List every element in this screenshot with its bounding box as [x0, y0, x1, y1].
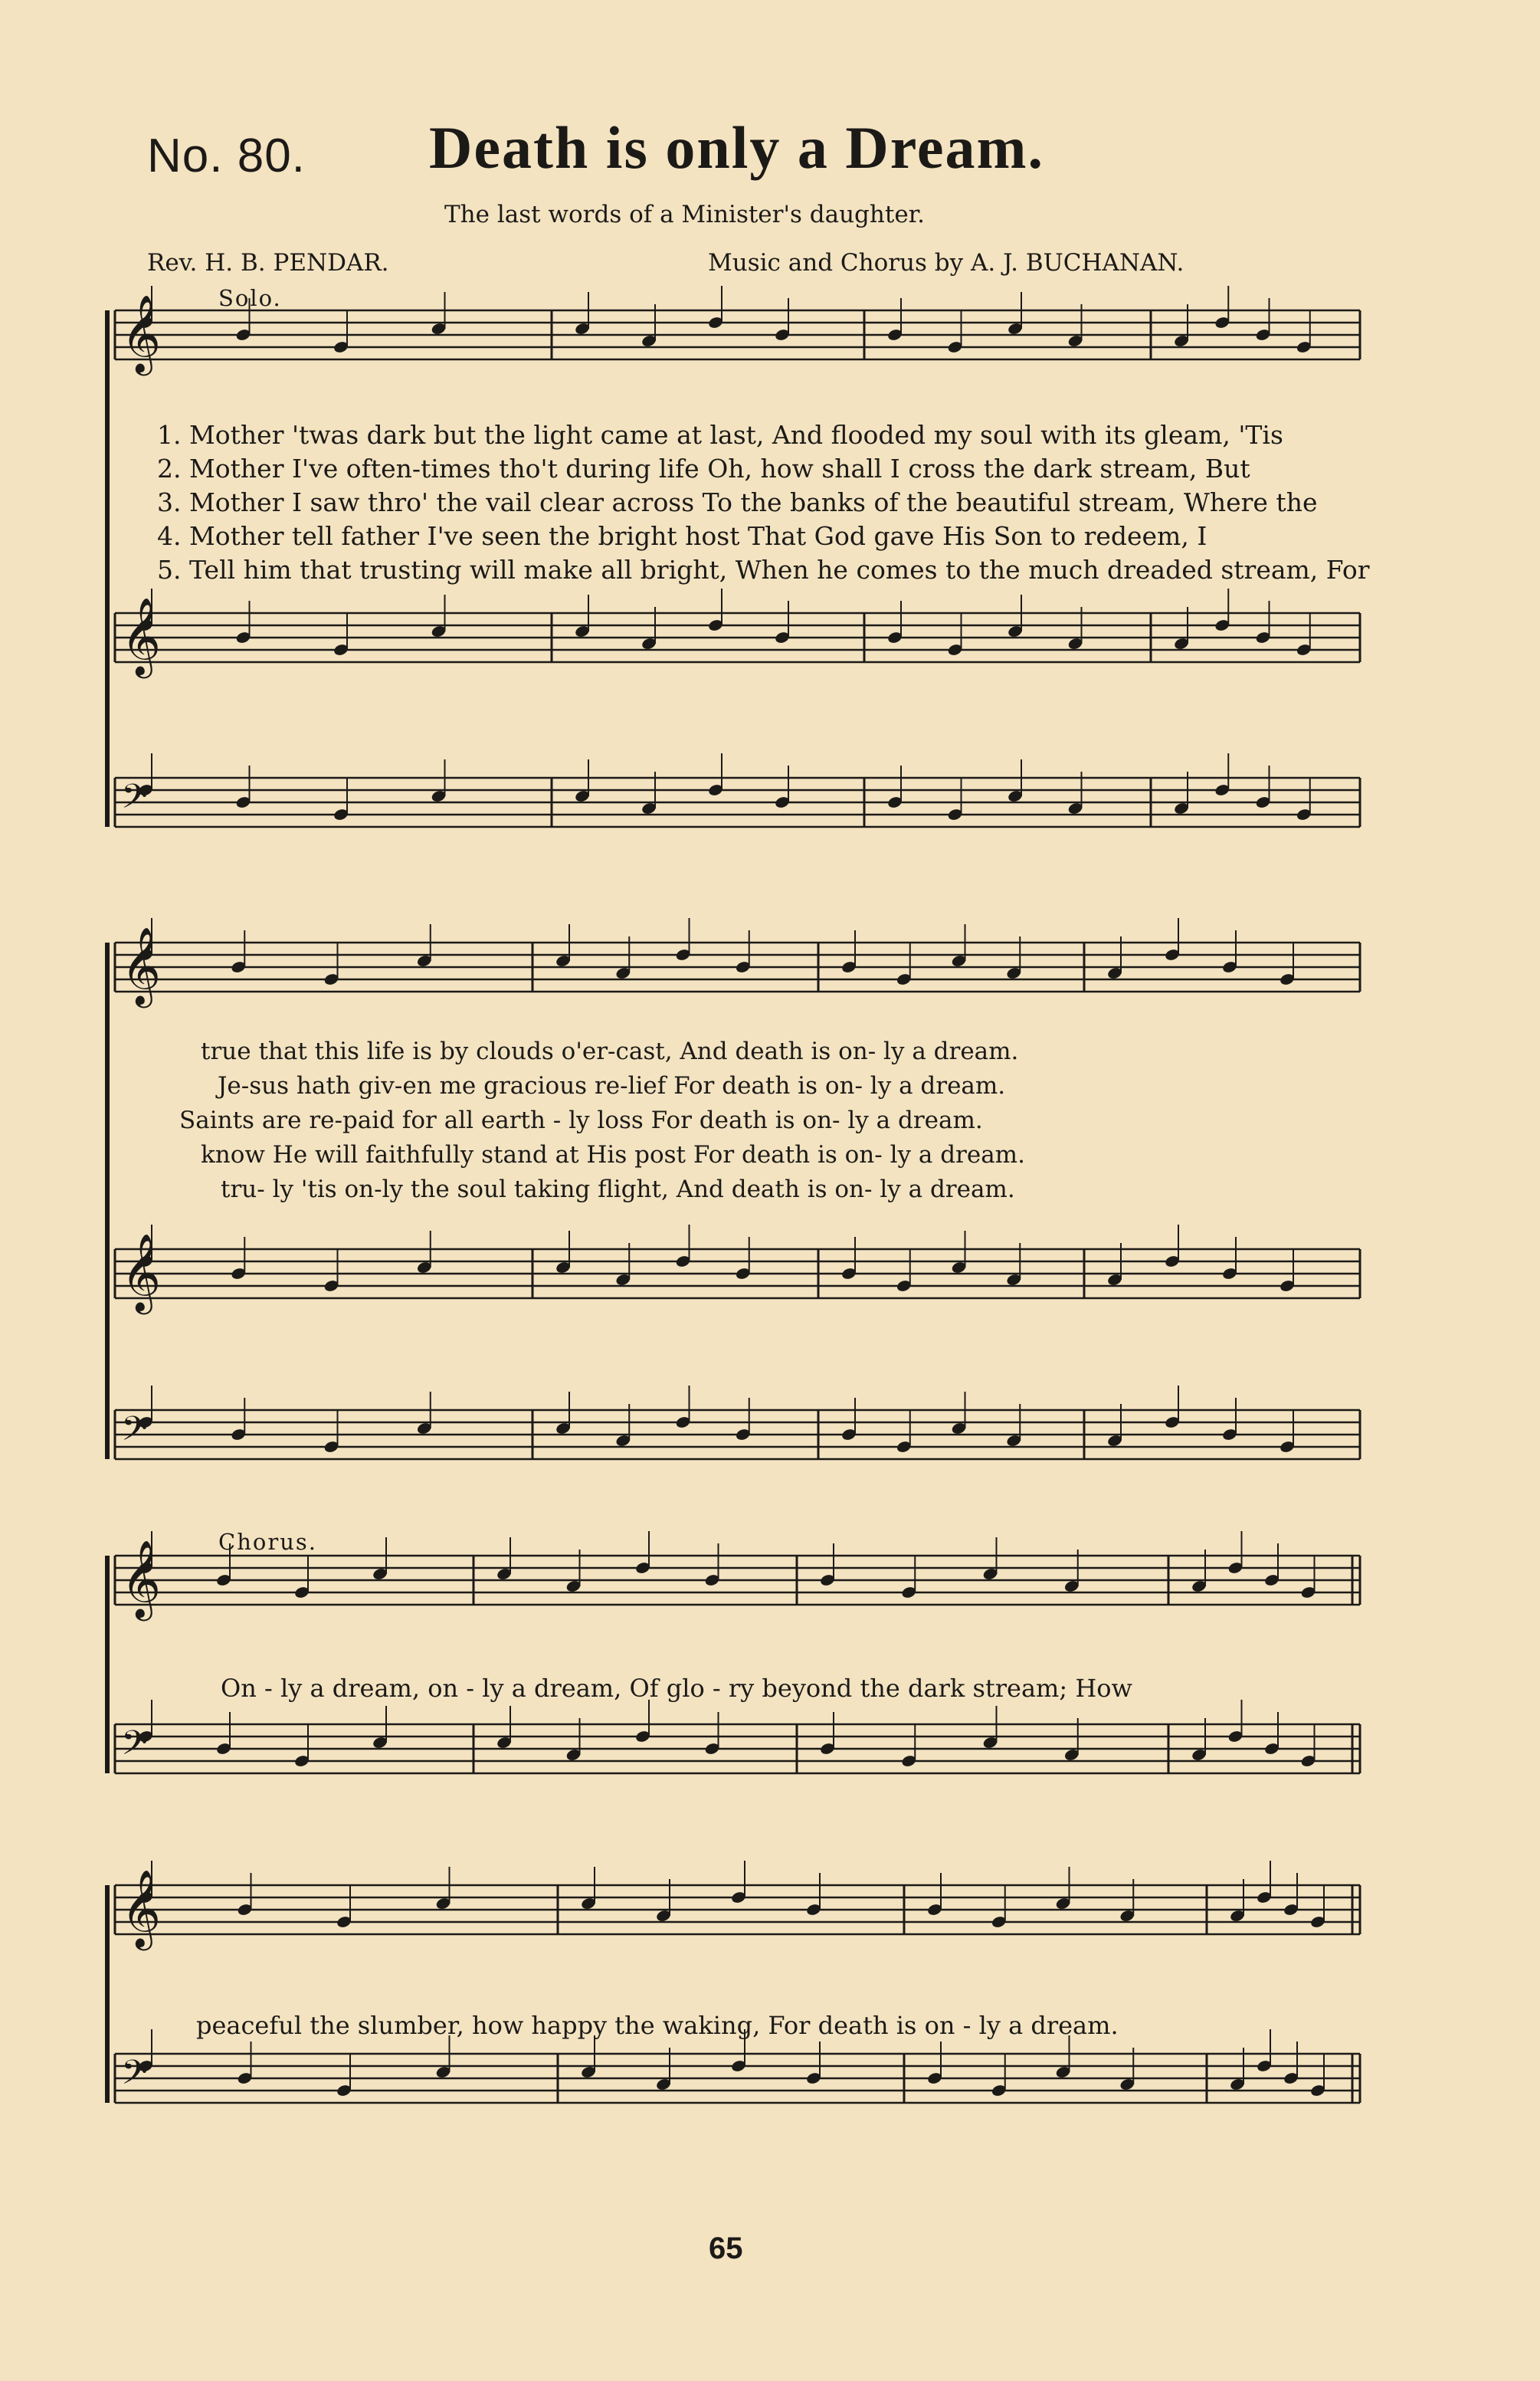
svg-text:𝄞: 𝄞 — [121, 1868, 162, 1947]
verse-text: Mother I've often-times tho't during life Oh, how shall I cross the dark stream, But — [189, 454, 1250, 484]
page-number: 65 — [709, 2232, 743, 2265]
clefs — [121, 294, 161, 2101]
solo-marking: Solo. — [218, 285, 282, 311]
verse-number: 3. — [157, 487, 182, 517]
chorus-lyric-2: peaceful the slumber, how happy the waking, For death is on - ly a dream. — [196, 2011, 1119, 2040]
refrain-line-5: tru- ly 'tis on-ly the soul taking flight, And death is on- ly a dream. — [221, 1176, 1015, 1203]
verse-5 — [157, 555, 1370, 585]
verse-1 — [157, 420, 1283, 450]
verse-number: 2. — [157, 454, 182, 484]
verse-text: Mother tell father I've seen the bright host That God gave His Son to redeem, I — [189, 521, 1207, 551]
verse-2 — [157, 454, 1250, 484]
verse-number: 4. — [157, 521, 182, 551]
composer-credit: Music and Chorus by A. J. BUCHANAN. — [708, 249, 1184, 277]
svg-text:𝄞: 𝄞 — [121, 926, 162, 1005]
chorus-marking: Chorus. — [218, 1529, 317, 1555]
verse-number: 5. — [157, 555, 182, 585]
verse-3 — [157, 487, 1317, 517]
refrain-line-3: Saints are re-paid for all earth - ly loss For death is on- ly a dream. — [179, 1107, 983, 1134]
refrain-line-2: Je-sus hath giv-en me gracious re-lief For death is on- ly a dream. — [218, 1072, 1006, 1100]
verse-text: Mother 'twas dark but the light came at last, And flooded my soul with its gleam, 'Tis — [189, 420, 1283, 450]
hymn-subtitle: The last words of a Minister's daughter. — [444, 201, 925, 228]
svg-text:𝄢: 𝄢 — [121, 776, 148, 825]
svg-text:𝄞: 𝄞 — [121, 1232, 162, 1311]
refrain-line-1: true that this life is by clouds o'er-cast, And death is on- ly a dream. — [201, 1038, 1019, 1065]
svg-text:𝄞: 𝄞 — [121, 596, 162, 675]
refrain-line-4: know He will faithfully stand at His post For death is on- ly a dream. — [201, 1141, 1025, 1169]
hymn-title: Death is only a Dream. — [429, 114, 1045, 181]
author-credit: Rev. H. B. PENDAR. — [147, 249, 389, 277]
verse-text: Mother I saw thro' the vail clear across To the banks of the beautiful stream, Where the — [189, 487, 1318, 517]
verse-text: Tell him that trusting will make all bright, When he comes to the much dreaded stream, For — [189, 555, 1370, 585]
svg-text:𝄢: 𝄢 — [121, 1409, 148, 1457]
svg-text:𝄞: 𝄞 — [121, 1539, 162, 1618]
chorus-lyric-1: On - ly a dream, on - ly a dream, Of glo - ry beyond the dark stream; How — [221, 1674, 1132, 1703]
svg-text:𝄞: 𝄞 — [121, 294, 162, 372]
hymn-number: No. 80. — [147, 130, 306, 182]
svg-text:𝄢: 𝄢 — [121, 2052, 148, 2101]
verse-number: 1. — [157, 420, 182, 450]
svg-text:𝄢: 𝄢 — [121, 1723, 148, 1771]
verse-4 — [157, 521, 1207, 551]
